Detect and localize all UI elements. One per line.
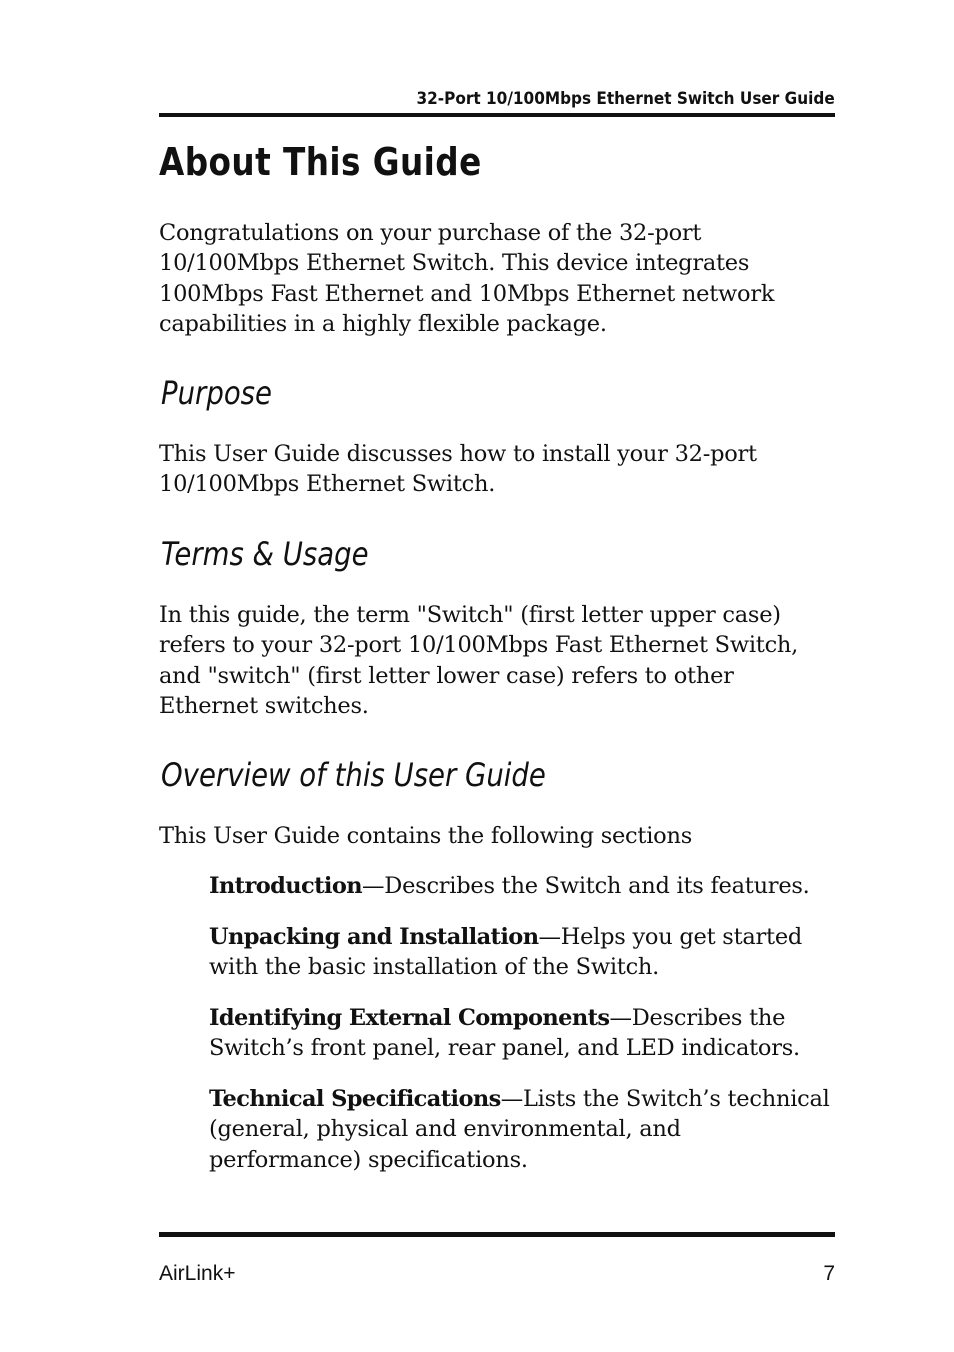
list-item (209, 922, 835, 983)
header-rule (159, 113, 835, 117)
list-item-term: Identifying External Components (209, 1004, 610, 1031)
list-item-separator: — (362, 873, 385, 899)
list-item (209, 1084, 835, 1175)
document-page (159, 0, 835, 1352)
purpose-paragraph: This User Guide discusses how to install your 32-port 10/100Mbps Ethernet Switch. (159, 441, 757, 498)
list-item-description: Describes the Switch and its features. (384, 873, 810, 899)
page-number: 7 (823, 1262, 835, 1285)
section-heading-overview: Overview of this User Guide (161, 756, 546, 794)
section-heading-terms-usage: Terms & Usage (161, 535, 369, 573)
list-item-term: Technical Specifications (209, 1085, 501, 1112)
footer-brand: AirLink+ (159, 1262, 236, 1285)
running-header: 32-Port 10/100Mbps Ethernet Switch User Guide (416, 89, 835, 109)
list-item-term: Introduction (209, 873, 363, 899)
list-item-description: Describes the Switch’s front panel, rear panel, and LED indicators. (209, 1004, 800, 1062)
list-item-term: Unpacking and Installation (209, 923, 539, 950)
list-item-description: Helps you get started with the basic installation of the Switch. (209, 923, 803, 981)
list-item-separator: — (500, 1085, 523, 1112)
page-title: About This Guide (159, 140, 482, 184)
list-item (209, 871, 835, 901)
list-item (209, 1003, 835, 1064)
overview-section-list (209, 871, 835, 1195)
footer-rule (159, 1232, 835, 1237)
intro-paragraph: Congratulations on your purchase of the 32-port 10/100Mbps Ethernet Switch. This device integrates 100Mbps Fast Ethernet and 10Mbps Ethernet network capabilities in a highly flexible package. (159, 220, 775, 337)
overview-paragraph: This User Guide contains the following sections (159, 823, 692, 849)
list-item-separator: — (609, 1004, 632, 1031)
section-heading-purpose: Purpose (161, 374, 272, 412)
terms-paragraph: In this guide, the term "Switch" (first letter upper case) refers to your 32-port 10/100Mbps Fast Ethernet Switch, and "switch" (first letter lower case) refers to other Ethernet switches. (159, 602, 799, 719)
list-item-separator: — (538, 923, 561, 950)
list-item-description: Lists the Switch’s technical (general, physical and environmental, and performance) specifications. (209, 1085, 830, 1173)
